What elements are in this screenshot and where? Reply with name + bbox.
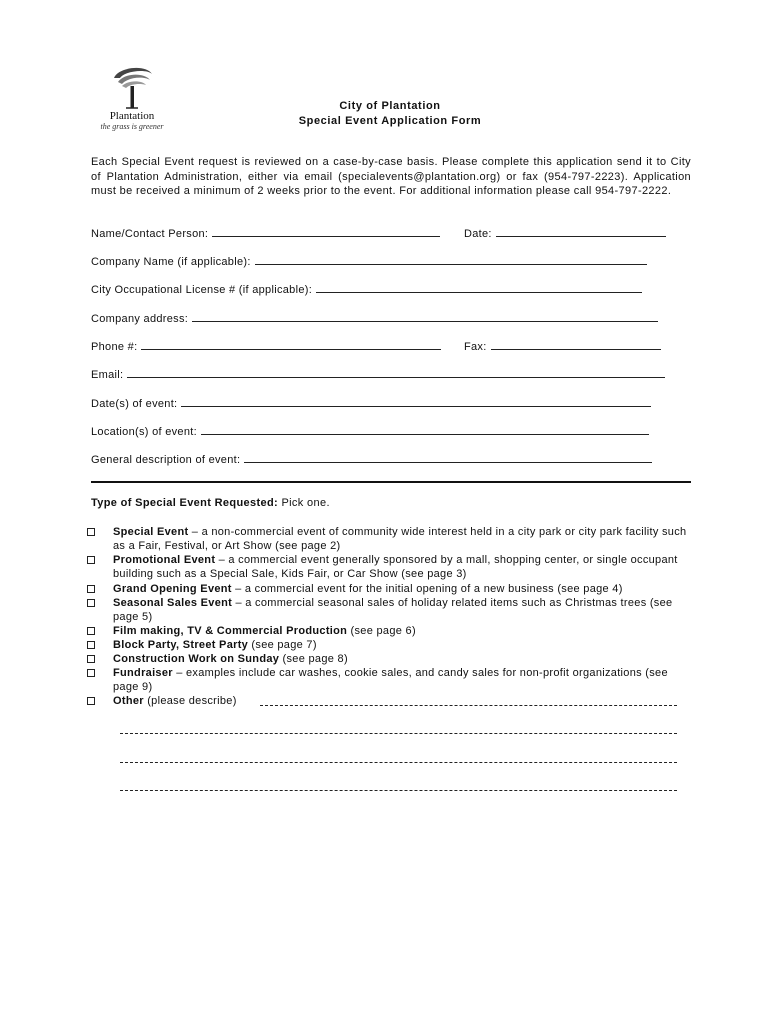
option-desc: (see page 8): [279, 653, 348, 665]
date-label: Date:: [464, 228, 492, 240]
event-dates-row: [91, 397, 651, 410]
event-type-heading-label: Type of Special Event Requested:: [91, 497, 279, 509]
date-row: [464, 227, 666, 240]
company-name-label: Company Name (if applicable):: [91, 256, 251, 268]
event-locations-input[interactable]: [201, 425, 649, 435]
checkbox-icon[interactable]: [87, 655, 95, 663]
occupational-license-label: City Occupational License # (if applicable):: [91, 284, 313, 296]
logo-tagline: the grass is greener: [100, 122, 164, 131]
contact-person-row: [91, 227, 440, 240]
checkbox-icon[interactable]: [87, 585, 95, 593]
date-input[interactable]: [496, 227, 666, 237]
option-name: Grand Opening Event: [113, 583, 232, 595]
checkbox-icon[interactable]: [87, 599, 95, 607]
fax-row: [464, 340, 661, 353]
option-name: Seasonal Sales Event: [113, 597, 233, 609]
option-name: Promotional Event: [113, 554, 216, 566]
email-row: [91, 368, 665, 381]
option-name: Block Party, Street Party: [113, 639, 249, 651]
general-description-input[interactable]: [244, 453, 652, 463]
general-description-row: [91, 453, 652, 466]
company-name-input[interactable]: [255, 255, 647, 265]
other-description-line-4[interactable]: [120, 790, 677, 791]
checkbox-icon[interactable]: [87, 669, 95, 677]
email-label: Email:: [91, 369, 124, 381]
other-description-line-2[interactable]: [120, 733, 677, 734]
option-name: Construction Work on Sunday: [113, 653, 280, 665]
option-desc: – a non-commercial event of community wide interest held in a city park or city park facility such as a Fair, Festival, or Art Show (see page 2): [113, 526, 687, 552]
option-desc: (see page 7): [248, 639, 317, 651]
company-address-input[interactable]: [192, 312, 658, 322]
event-locations-label: Location(s) of event:: [91, 426, 197, 438]
contact-person-label: Name/Contact Person:: [91, 228, 209, 240]
event-type-heading-note: Pick one.: [281, 497, 330, 509]
intro-paragraph: Each Special Event request is reviewed on a case-by-case basis. Please complete this application send it to City of Plantation Administration, either via email (specialevents@plantation.org) or fax (954-797-2223). Application must be received a minimum of 2 weeks prior to the event. For additional information please call 954-797-2222.: [91, 156, 691, 197]
general-description-label: General description of event:: [91, 454, 241, 466]
option-desc: – a commercial event for the initial opening of a new business (see page 4): [231, 583, 623, 595]
option-desc: (see page 6): [347, 625, 416, 637]
phone-label: Phone #:: [91, 341, 138, 353]
event-locations-row: [91, 425, 649, 438]
option-name: Other: [113, 695, 144, 707]
logo-name: Plantation: [109, 110, 155, 122]
option-name: Fundraiser: [113, 667, 173, 679]
tree-logo-icon: [108, 64, 156, 110]
phone-input[interactable]: [141, 340, 441, 350]
checkbox-icon[interactable]: [87, 528, 95, 536]
checkbox-icon[interactable]: [87, 627, 95, 635]
event-type-heading: [91, 497, 330, 509]
occupational-license-input[interactable]: [316, 283, 642, 293]
event-dates-label: Date(s) of event:: [91, 398, 178, 410]
form-city-title: City of Plantation: [339, 100, 441, 112]
email-input[interactable]: [127, 368, 665, 378]
option-name: Film making, TV & Commercial Production: [113, 625, 348, 637]
plantation-logo: [92, 64, 172, 142]
form-title: Special Event Application Form: [298, 115, 482, 127]
option-desc: (please describe): [143, 695, 237, 707]
option-desc: – examples include car washes, cookie sales, and candy sales for non-profit organizations (see page 9): [113, 667, 668, 693]
company-name-row: [91, 255, 647, 268]
other-description-line-3[interactable]: [120, 762, 677, 763]
checkbox-icon[interactable]: [87, 697, 95, 705]
fax-label: Fax:: [464, 341, 487, 353]
company-address-row: [91, 312, 658, 325]
phone-row: [91, 340, 441, 353]
checkbox-icon[interactable]: [87, 641, 95, 649]
event-dates-input[interactable]: [181, 397, 651, 407]
section-divider: [91, 481, 691, 483]
option-name: Special Event: [113, 526, 189, 538]
occupational-license-row: [91, 283, 642, 296]
option-desc: – a commercial event generally sponsored by a mall, shopping center, or single occupant building such as a Special Sale, Kids Fair, or Car Show (see page 3): [113, 554, 678, 580]
company-address-label: Company address:: [91, 313, 189, 325]
contact-person-input[interactable]: [212, 227, 440, 237]
fax-input[interactable]: [491, 340, 661, 350]
option-desc: – a commercial seasonal sales of holiday related items such as Christmas trees (see page 5): [113, 597, 673, 623]
other-description-input[interactable]: [260, 705, 677, 706]
checkbox-icon[interactable]: [87, 556, 95, 564]
